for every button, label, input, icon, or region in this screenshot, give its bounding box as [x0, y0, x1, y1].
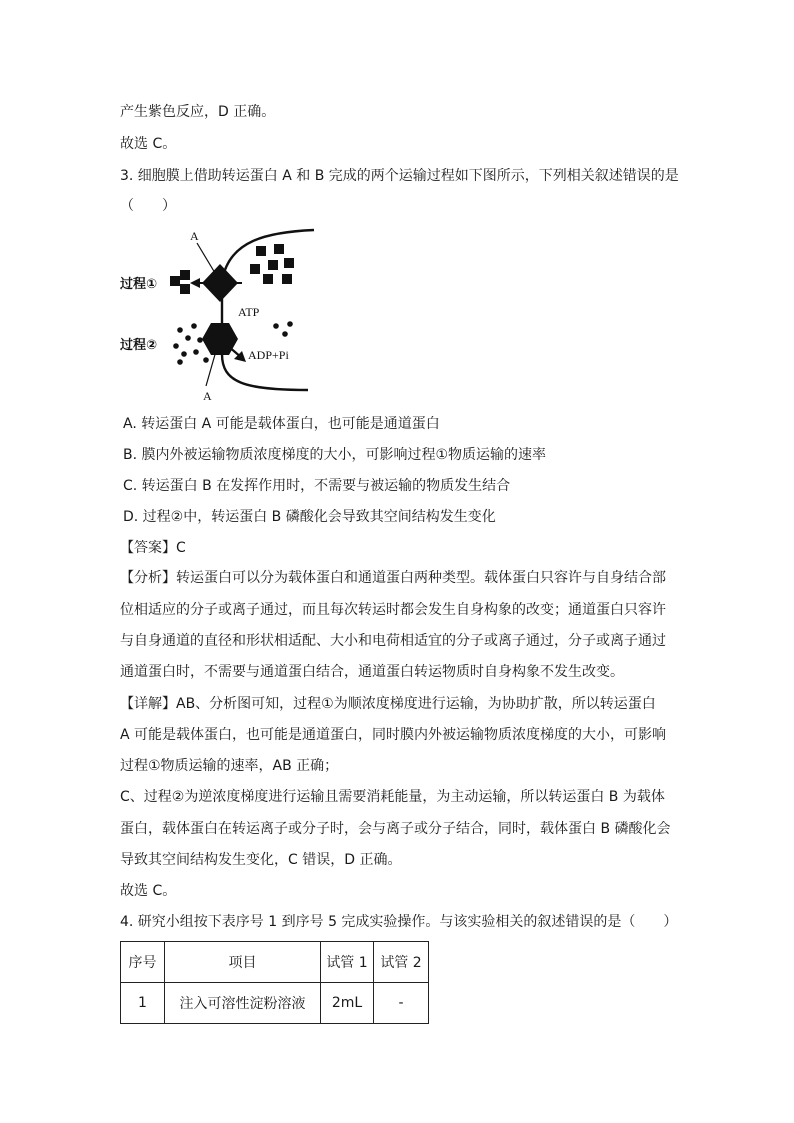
table-cell: 1: [121, 983, 165, 1024]
option-d: D. 过程②中，转运蛋白 B 磷酸化会导致其空间结构发生变化: [123, 509, 496, 525]
option-a: A. 转运蛋白 A 可能是载体蛋白，也可能是通道蛋白: [123, 416, 440, 432]
label-atp: ATP: [238, 305, 260, 319]
question-3-paren: （ ）: [120, 198, 176, 214]
analysis-line: 【分析】转运蛋白可以分为载体蛋白和通道蛋白两种类型。载体蛋白只容许与自身结合部: [120, 570, 666, 586]
label-process-1: 过程①: [120, 277, 158, 292]
analysis-line: 位相适应的分子或离子通过，而且每次转运时都会发生自身构象的改变；通道蛋白只容许: [120, 602, 666, 618]
experiment-table: [120, 941, 429, 1024]
option-b: B. 膜内外被运输物质浓度梯度的大小，可影响过程①物质运输的速率: [123, 447, 547, 463]
table-row: [121, 983, 429, 1024]
analysis-line: 与自身通道的直径和形状相适配、大小和电荷相适宜的分子或离子通过，分子或离子通过: [120, 633, 666, 649]
detail-line: C、过程②为逆浓度梯度进行运输且需要消耗能量，为主动运输，所以转运蛋白 B 为载体: [120, 789, 665, 805]
text-line: 故选 C。: [120, 136, 177, 152]
table-cell: 2mL: [321, 983, 374, 1024]
option-c: C. 转运蛋白 B 在发挥作用时，不需要与被运输的物质发生结合: [123, 478, 511, 494]
label-a-top: A: [190, 229, 199, 243]
detail-line: A 可能是载体蛋白，也可能是通道蛋白，同时膜内外被运输物质浓度梯度的大小，可影响: [120, 727, 667, 743]
membrane-diagram: [118, 226, 318, 406]
table-header-cell: 项目: [165, 942, 321, 983]
arrowhead-icon: [190, 278, 200, 288]
label-adp: ADP+Pi: [248, 348, 289, 362]
label-a-bottom: A: [203, 389, 212, 403]
table-header-row: [121, 942, 429, 983]
cell-membrane: [222, 230, 314, 390]
solute-squares-inside: [170, 270, 190, 294]
detail-line: 过程①物质运输的速率，AB 正确；: [120, 758, 339, 774]
solute-dots-outside: [273, 321, 293, 337]
detail-line: 【详解】AB、分析图可知，过程①为顺浓度梯度进行运输，为协助扩散，所以转运蛋白: [120, 696, 656, 712]
table-cell: -: [374, 983, 429, 1024]
text-line: 产生紫色反应，D 正确。: [120, 104, 276, 120]
question-3-stem: 3. 细胞膜上借助转运蛋白 A 和 B 完成的两个运输过程如下图所示，下列相关叙述错误的是: [120, 168, 679, 184]
analysis-line: 通道蛋白时，不需要与通道蛋白结合，通道蛋白转运物质时自身构象不发生改变。: [120, 664, 624, 680]
table-header-cell: 试管 2: [374, 942, 429, 983]
answer-line: 【答案】C: [120, 540, 186, 556]
detail-line: 导致其空间结构发生变化，C 错误，D 正确。: [120, 852, 402, 868]
question-4-stem: 4. 研究小组按下表序号 1 到序号 5 完成实验操作。与该实验相关的叙述错误的是（ ）: [120, 914, 678, 930]
table-cell: 注入可溶性淀粉溶液: [165, 983, 321, 1024]
solute-squares-outside: [250, 244, 294, 284]
label-process-2: 过程②: [120, 338, 158, 353]
table-header-cell: 试管 1: [321, 942, 374, 983]
detail-line: 蛋白，载体蛋白在转运离子或分子时，会与离子或分子结合，同时，载体蛋白 B 磷酸化会: [120, 821, 671, 837]
solute-dots-inside: [173, 323, 209, 365]
table-header-cell: 序号: [121, 942, 165, 983]
membrane-transport-figure: [118, 226, 318, 406]
select-line: 故选 C。: [120, 883, 177, 899]
